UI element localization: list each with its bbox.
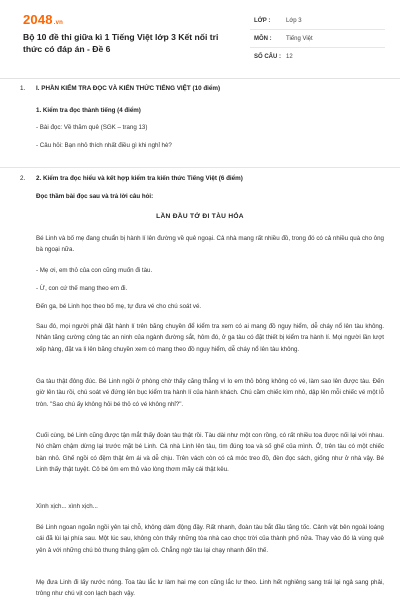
section-heading: 2. Kiểm tra đọc hiểu và kết hợp kiểm tra kiến thức Tiếng Việt (6 điểm) <box>36 175 243 182</box>
meta-label: SỐ CÂU : <box>254 53 281 60</box>
section-number: 2. <box>20 175 26 182</box>
section-number: 1. <box>20 85 26 92</box>
story-paragraph: Xình xịch... xình xịch... <box>36 503 98 510</box>
meta-label: MÔN : <box>254 35 272 42</box>
reading-line: - Bài đọc: Về thăm quê (SGK – trang 13) <box>36 124 148 131</box>
instruction: Đọc thầm bài đọc sau và trả lời câu hỏi: <box>36 193 154 200</box>
page-header <box>0 0 400 79</box>
meta-value: 12 <box>286 53 293 60</box>
meta-table <box>250 12 385 65</box>
meta-row-subject <box>250 30 385 48</box>
story-paragraph: Bé Linh và bố mẹ đang chuẩn bị hành lí lên đường về quê ngoại. Cả nhà mang rất nhiều đồ, trong đó có cả nhiều quà cho ông bà ngoại nữa. <box>36 235 384 254</box>
document-title: Bộ 10 đề thi giữa kì 1 Tiếng Việt lớp 3 Kết nối tri thức có đáp án - Đề 6 <box>23 32 219 54</box>
story-paragraph: Đến ga, bé Linh học theo bố mẹ, tự đưa vé cho chú soát vé. <box>36 303 202 310</box>
story-paragraph: Bé Linh ngoan ngoãn ngồi yên tại chỗ, không dám động đậy. Rất nhanh, đoàn tàu bắt đầu tăng tốc. Cảnh vật bên ngoài loáng cái đã lùi lại phía sau. Một lúc sau, không còn thấy những tòa nhà cao chọc trời của thành phố nữa. Thay vào đó là vùng quê yên ả với những chú bò thung thăng gặm cỏ. Chẳng ngờ tàu lại chạy nhanh đến thế. <box>36 524 384 554</box>
story-paragraph: Mẹ đưa Linh đi lấy nước nóng. Toa tàu lắc lư làm hai mẹ con cũng lắc lư theo. Linh hết nghiêng sang trái lại ngả sang phải, trông như chú vịt con lạch bạch vậy. <box>36 579 384 598</box>
section-divider <box>0 167 400 168</box>
meta-value: Tiếng Việt <box>286 35 313 42</box>
meta-value: Lớp 3 <box>286 17 302 24</box>
meta-row-question-count <box>250 48 385 65</box>
meta-label: LỚP : <box>254 17 271 24</box>
story-paragraph: Ga tàu thật đông đúc. Bé Linh ngồi ở phòng chờ thấy căng thẳng vì lo em thỏ bông không có vé, làm sao lên được tàu. Đến giờ lên tàu rồi, chú soát vé đứng lên bục kiểm tra hành lí của hành khách. Chú cầm chiếc kìm nhỏ, dập lên mỗi chiếc vé một lỗ tròn. "Sao chú ấy không hỏi bé thỏ có vé không nhỉ?". <box>36 378 384 408</box>
question-line: - Câu hỏi: Bạn nhỏ thích nhất điều gì khi nghỉ hè? <box>36 142 172 149</box>
story-paragraph: Cuối cùng, bé Linh cũng được tận mắt thấy đoàn tàu thật rồi. Tàu dài như một con rồng, có rất nhiều toa được nối lại với nhau. Nó chầm chậm dừng lại trước mặt bé Linh. Cả nhà Linh lên tàu, tìm đúng toa và số ghế của mình. Ở, trên tàu có một chiếc bàn nhỏ. Ghế ngồi có đệm thật êm ái và dễ chịu. Trên vách còn có cả móc treo đồ, đèn đọc sách, giống như ở nhà vậy. Bé Linh thấy thật tuyệt. Cô bé ôm em thỏ vào lòng thơm mãy cái thật kêu. <box>36 432 384 474</box>
story-title: LẦN ĐẦU TỚ ĐI TÀU HỎA <box>156 213 244 220</box>
story-paragraph: - Ừ, con cứ thế mang theo em đi. <box>36 285 128 292</box>
meta-row-grade <box>250 12 385 30</box>
story-paragraph: Sau đó, mọi người phải đặt hành lí trên băng chuyền để kiểm tra xem có ai mang đồ nguy hiểm, dễ cháy nổ lên tàu không. Nhân tăng cường công tác an ninh của ngành đường sắt, hôm đó, ở ga tàu có đặt thiết bị kiểm tra hành lí. Mọi người lần lượt xếp hàng, đặt va li lên băng chuyền xem có mang theo đồ nguy hiểm, dễ cháy nổ lên tàu không. <box>36 323 384 353</box>
sub-heading: 1. Kiểm tra đọc thành tiếng (4 điểm) <box>36 107 141 114</box>
story-paragraph: - Mẹ ơi, em thỏ của con cũng muốn đi tàu. <box>36 267 153 274</box>
site-logo[interactable]: 2048.vn <box>23 12 64 27</box>
section-heading: I. PHẦN KIỂM TRA ĐỌC VÀ KIẾN THỨC TIẾNG VIỆT (10 điểm) <box>36 85 221 92</box>
